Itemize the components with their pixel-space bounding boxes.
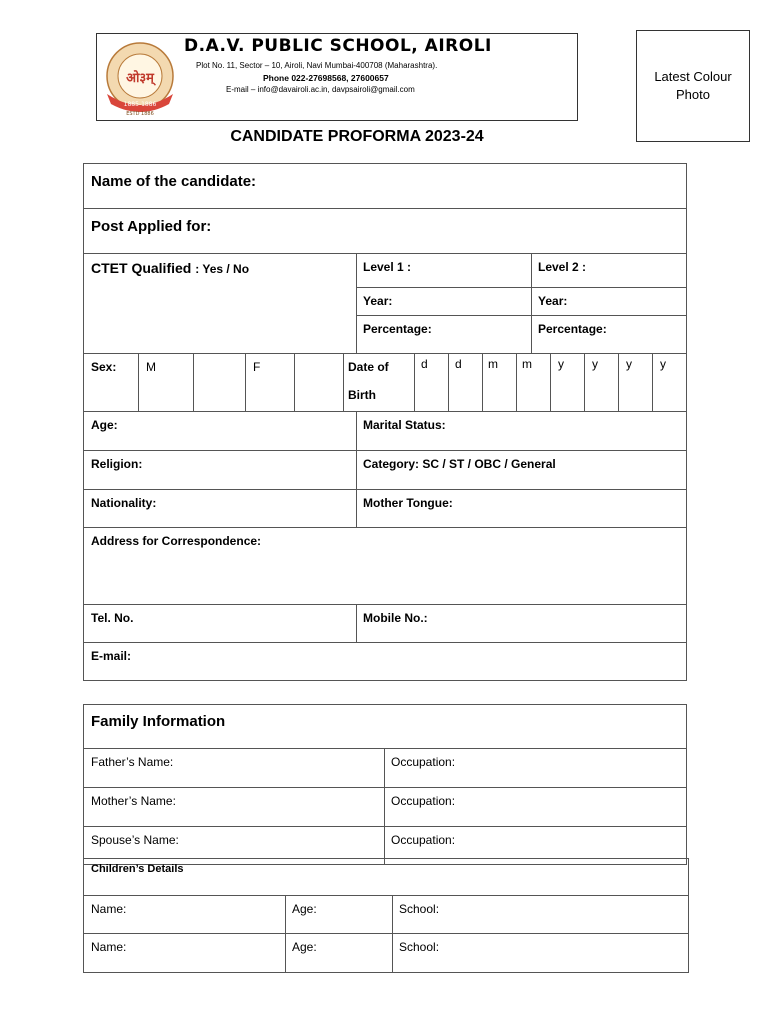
child-age-label: Age: — [292, 940, 317, 954]
child-age-label: Age: — [292, 902, 317, 916]
post-applied-label: Post Applied for: — [91, 218, 212, 235]
level2-label: Level 2 : — [538, 260, 587, 274]
photo-label-line1: Latest Colour — [654, 69, 732, 84]
category-label: Category: SC / ST / OBC / General — [363, 457, 556, 471]
family-info-heading: Family Information — [91, 713, 226, 730]
col-divider — [584, 353, 585, 411]
mother-tongue-label: Mother Tongue: — [363, 496, 453, 510]
school-phone: Phone 022-27698568, 27600657 — [263, 73, 389, 83]
school-email: E-mail – info@davairoli.ac.in, davpsairoli@gmail.com — [226, 85, 415, 94]
col-divider — [482, 353, 483, 411]
photo-box — [636, 30, 750, 142]
row-divider — [83, 895, 689, 896]
children-details-table — [83, 858, 689, 973]
dob-char-m2: m — [522, 357, 532, 371]
spouse-occupation-label: Occupation: — [391, 833, 456, 847]
marital-status-label: Marital Status: — [363, 418, 446, 432]
col-divider — [193, 353, 194, 411]
col-divider — [138, 353, 139, 411]
logo-center-text: ओ३म् — [126, 71, 154, 86]
dob-char-d2: d — [455, 357, 462, 371]
year2-label: Year: — [538, 294, 568, 308]
col-divider — [448, 353, 449, 411]
school-address: Plot No. 11, Sector – 10, Airoli, Navi Mumbai-400708 (Maharashtra). — [196, 61, 438, 70]
age-label: Age: — [91, 418, 118, 432]
children-details-heading: Children’s Details — [91, 863, 184, 875]
spouse-name-label: Spouse’s Name: — [91, 833, 179, 847]
dob-char-d1: d — [421, 357, 428, 371]
dob-label-1: Date of — [348, 360, 389, 374]
year1-label: Year: — [363, 294, 393, 308]
mother-name-label: Mother’s Name: — [91, 794, 176, 808]
row-divider — [356, 287, 687, 288]
school-name: D.A.V. PUBLIC SCHOOL, AIROLI — [184, 36, 492, 56]
dob-char-y1: y — [558, 357, 564, 371]
child-name-label: Name: — [91, 940, 127, 954]
dob-char-y4: y — [660, 357, 666, 371]
school-logo — [101, 40, 179, 118]
percentage2-label: Percentage: — [538, 322, 607, 336]
percentage1-label: Percentage: — [363, 322, 432, 336]
ctet-label: CTET Qualified — [91, 260, 192, 276]
page-title: CANDIDATE PROFORMA 2023-24 — [230, 128, 484, 145]
ctet-options: : Yes / No — [195, 262, 250, 276]
sex-label: Sex: — [91, 360, 117, 374]
father-occupation-label: Occupation: — [391, 755, 456, 769]
sex-option-m: M — [146, 360, 156, 374]
address-label: Address for Correspondence: — [91, 534, 262, 548]
col-divider — [245, 353, 246, 411]
row-divider — [83, 642, 687, 643]
col-divider — [414, 353, 415, 411]
religion-label: Religion: — [91, 457, 143, 471]
logo-estd-text: ESTD 1886 — [126, 111, 154, 117]
child-school-label: School: — [399, 902, 440, 916]
dob-char-y2: y — [592, 357, 598, 371]
logo-banner-text: 1885-1886 — [123, 101, 157, 108]
ctet-label-row — [85, 254, 249, 276]
dob-label-2: Birth — [348, 388, 376, 402]
col-divider — [550, 353, 551, 411]
col-divider — [294, 353, 295, 411]
col-divider — [652, 353, 653, 411]
dob-char-y3: y — [626, 357, 632, 371]
photo-label-line2: Photo — [676, 87, 710, 102]
nationality-label: Nationality: — [91, 496, 157, 510]
col-divider — [516, 353, 517, 411]
sex-option-f: F — [253, 360, 261, 374]
candidate-name-label: Name of the candidate: — [91, 173, 257, 190]
tel-label: Tel. No. — [91, 611, 134, 625]
mobile-label: Mobile No.: — [363, 611, 428, 625]
dob-char-m1: m — [488, 357, 498, 371]
row-divider — [83, 933, 689, 934]
child-name-label: Name: — [91, 902, 127, 916]
col-divider — [618, 353, 619, 411]
email-label: E-mail: — [91, 649, 132, 663]
mother-occupation-label: Occupation: — [391, 794, 456, 808]
child-school-label: School: — [399, 940, 440, 954]
level1-label: Level 1 : — [363, 260, 412, 274]
father-name-label: Father’s Name: — [91, 755, 174, 769]
